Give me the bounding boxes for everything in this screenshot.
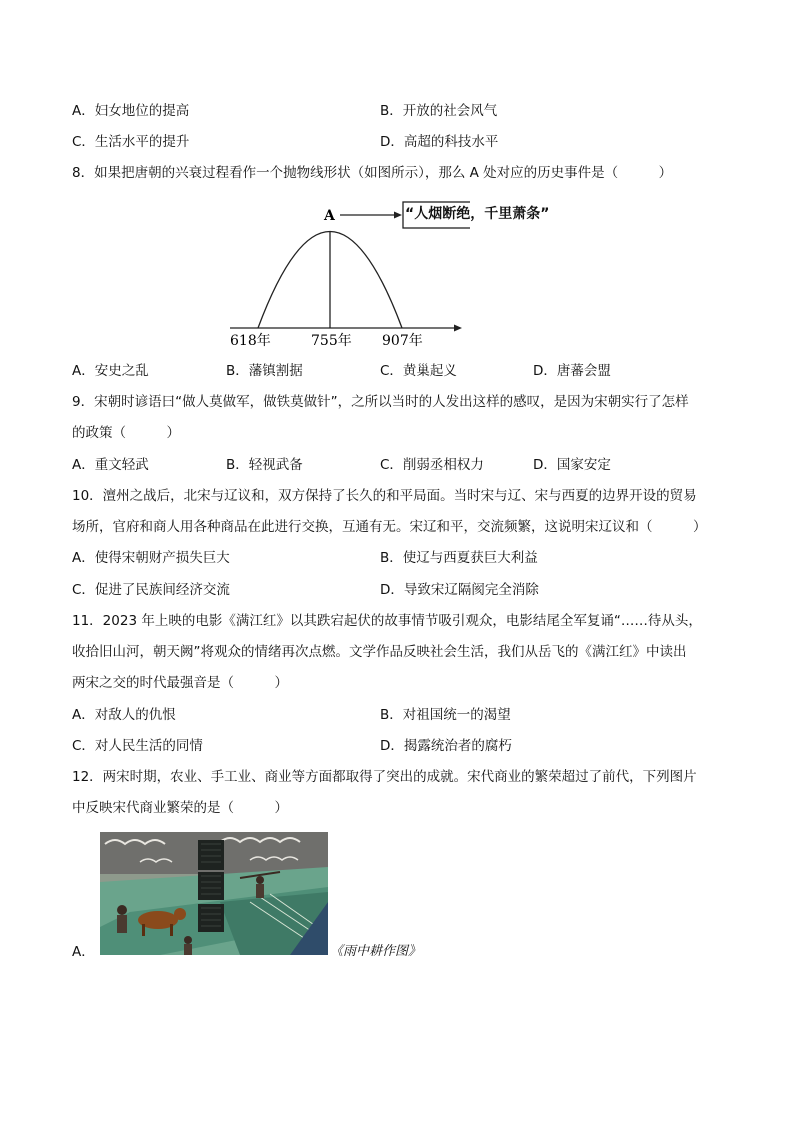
q12-stem-line2: 中反映宋代商业繁荣的是（ ） (72, 800, 288, 816)
pointer-arrowhead (394, 212, 402, 219)
q8-option-b: B．藩镇割据 (226, 363, 303, 379)
q8-option-c: C．黄巢起义 (380, 363, 457, 379)
q11-stem-line2: 收拾旧山河，朝天阙”将观众的情绪再次点燃。文学作品反映社会生活，我们从岳飞的《满江红》中读出 (72, 644, 687, 660)
axis-arrowhead (454, 325, 462, 332)
q7-option-c: C．生活水平的提升 (72, 134, 190, 150)
q11-option-b: B．对祖国统一的渴望 (380, 707, 511, 723)
quote-text: “人烟断绝，千里萧条” (405, 206, 550, 222)
q11-stem-line3: 两宋之交的时代最强音是（ ） (72, 675, 288, 691)
q8-stem: 8．如果把唐朝的兴衰过程看作一个抛物线形状（如图所示），那么 A 处对应的历史事件是（ ） (72, 165, 673, 181)
year-label-mid: 755年 (311, 333, 352, 349)
q12-option-a-label: A． (72, 944, 95, 960)
q11-option-d: D．揭露统治者的腐朽 (380, 738, 512, 754)
q11-option-c: C．对人民生活的同情 (72, 738, 203, 754)
year-label-end: 907年 (382, 333, 423, 349)
q10-option-c: C．促进了民族间经济交流 (72, 582, 230, 598)
year-label-start: 618年 (230, 333, 271, 349)
q7-option-b: B．开放的社会风气 (380, 103, 498, 119)
q9-stem-line2: 的政策（ ） (72, 425, 180, 441)
q9-stem-line1: 9．宋朝时谚语曰“做人莫做军，做铁莫做针”，之所以当时的人发出这样的感叹，是因为宋朝实行了怎样 (72, 394, 689, 410)
painting-caption: 《雨中耕作图》 (330, 944, 422, 959)
q9-option-d: D．国家安定 (533, 457, 611, 473)
q10-option-b: B．使辽与西夏获巨大利益 (380, 550, 538, 566)
peak-label-a: A (324, 208, 335, 224)
q7-option-a: A．妇女地位的提高 (72, 103, 190, 119)
q7-option-d: D．高超的科技水平 (380, 134, 499, 150)
q8-option-d: D．唐蕃会盟 (533, 363, 611, 379)
q8-option-a: A．安史之乱 (72, 363, 149, 379)
q10-stem-line1: 10．澶州之战后，北宋与辽议和，双方保持了长久的和平局面。当时宋与辽、宋与西夏的边界开设的贸易 (72, 488, 697, 504)
farming-in-rain-painting (100, 832, 328, 955)
q9-option-c: C．削弱丞相权力 (380, 457, 484, 473)
q11-stem-line1: 11．2023 年上映的电影《满江红》以其跌宕起伏的故事情节吸引观众，电影结尾全军复诵“……待从头， (72, 613, 702, 629)
q11-option-a: A．对敌人的仇恨 (72, 707, 176, 723)
q10-option-a: A．使得宋朝财产损失巨大 (72, 550, 230, 566)
q10-option-d: D．导致宋辽隔阂完全消除 (380, 582, 539, 598)
q12-stem-line1: 12．两宋时期，农业、手工业、商业等方面都取得了突出的成就。宋代商业的繁荣超过了前代，下列图片 (72, 769, 697, 785)
q9-option-a: A．重文轻武 (72, 457, 149, 473)
q9-option-b: B．轻视武备 (226, 457, 303, 473)
q10-stem-line2: 场所，官府和商人用各种商品在此进行交换，互通有无。宋辽和平，交流频繁，这说明宋辽议和（ ） (72, 519, 707, 535)
